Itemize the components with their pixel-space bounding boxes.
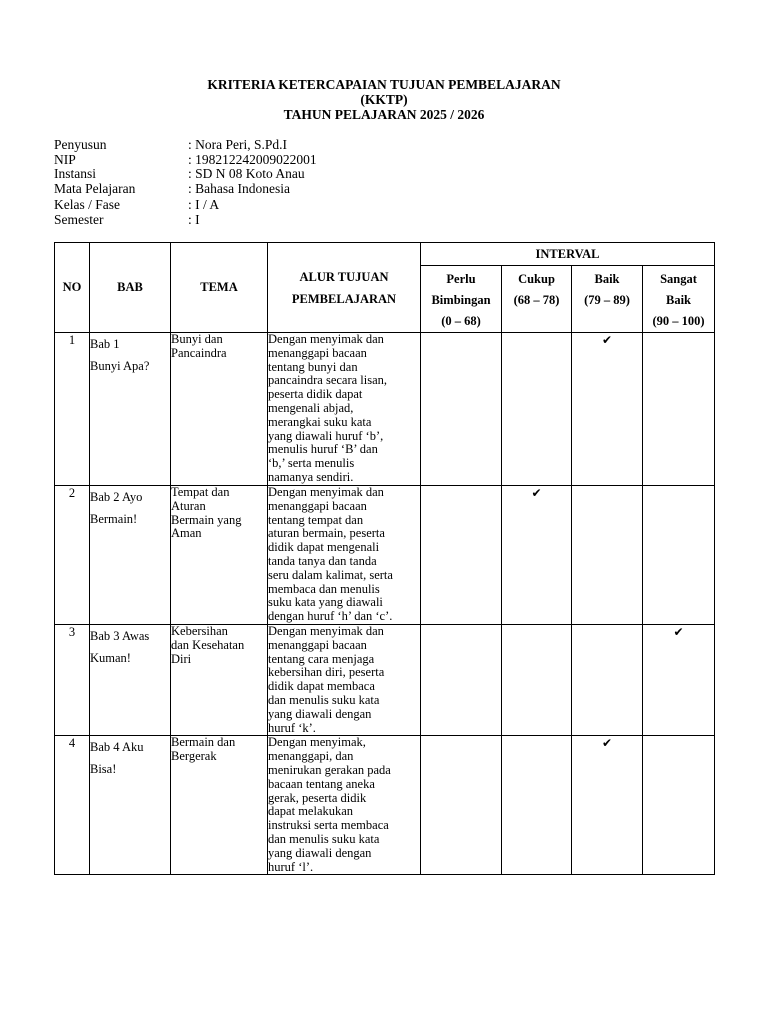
header-line: Baik: [665, 293, 691, 307]
header-sangat-baik: [643, 266, 715, 333]
cell-no: 2: [55, 486, 90, 625]
document-subtitle: (KKTP): [360, 92, 408, 107]
tema-line: Aman: [171, 526, 202, 541]
bab-line: Bermain!: [90, 512, 138, 526]
kktp-table-body: [55, 333, 715, 875]
header-no: NO: [55, 243, 90, 333]
alur-line: gerak, peserta didik: [268, 790, 367, 805]
header-line: Baik: [594, 272, 620, 286]
alur-line: aturan bermain, peserta: [268, 526, 385, 541]
cell-interval-cukup: [502, 625, 572, 736]
alur-line: tentang cara menjaga: [268, 651, 375, 666]
alur-line: peserta didik dapat: [268, 387, 363, 402]
cell-interval-sangat-baik: [643, 736, 715, 875]
cell-bab: [90, 736, 171, 875]
header-cukup: [502, 266, 572, 333]
info-label-instansi: Instansi: [54, 166, 96, 181]
bab-line: Bab 2 Ayo: [90, 490, 143, 504]
alur-line: ‘b,’ serta menulis: [268, 456, 355, 471]
tema-line: Bermain yang: [171, 512, 242, 527]
tema-line: Pancaindra: [171, 345, 227, 360]
info-value-mata-pelajaran: : Bahasa Indonesia: [188, 181, 290, 196]
alur-line: menanggapi bacaan: [268, 345, 367, 360]
alur-line: yang diawali dengan: [268, 706, 372, 721]
alur-line: tentang tempat dan: [268, 512, 364, 527]
alur-line: didik dapat membaca: [268, 679, 375, 694]
academic-year: TAHUN PELAJARAN 2025 / 2026: [283, 107, 485, 122]
tema-line: Bergerak: [171, 749, 217, 764]
alur-line: menanggapi, dan: [268, 749, 354, 764]
header-line: (68 – 78): [513, 293, 560, 307]
info-label-semester: Semester: [54, 212, 104, 227]
header-tema: TEMA: [171, 243, 268, 333]
checkmark-icon: ✔: [531, 486, 542, 500]
checkmark-icon: ✔: [673, 625, 684, 639]
info-value-semester: : I: [188, 212, 200, 227]
alur-line: dapat melakukan: [268, 804, 354, 819]
alur-line: bacaan tentang aneka: [268, 776, 375, 791]
alur-line: yang diawali huruf ‘b’,: [268, 428, 384, 443]
alur-line: merangkai suku kata: [268, 414, 372, 429]
info-value-penyusun: : Nora Peri, S.Pd.I: [188, 137, 287, 152]
cell-no: 4: [55, 736, 90, 875]
checkmark-icon: ✔: [601, 333, 613, 347]
header-perlu-bimbingan: [421, 266, 502, 333]
cell-interval-baik: [572, 486, 643, 625]
info-label-penyusun: Penyusun: [54, 137, 107, 152]
alur-line: Dengan menyimak dan: [268, 624, 384, 638]
header-line: Perlu: [446, 272, 476, 286]
checkmark-icon: ✔: [601, 736, 613, 751]
tema-line: Diri: [171, 651, 192, 666]
info-label-kelas-fase: Kelas / Fase: [54, 197, 120, 212]
header-line: Bimbingan: [431, 293, 491, 307]
alur-line: tanda tanya dan tanda: [268, 553, 377, 568]
header-interval: INTERVAL: [421, 243, 715, 266]
cell-interval-baik: [572, 625, 643, 736]
alur-line: seru dalam kalimat, serta: [268, 567, 393, 582]
cell-interval-sangat-baik: [643, 486, 715, 625]
cell-alur-tujuan-pembelajaran: [268, 486, 421, 625]
tema-line: Bermain dan: [171, 735, 236, 750]
cell-tema: [171, 625, 268, 736]
info-label-nip: NIP: [54, 152, 76, 167]
bab-line: Bisa!: [90, 762, 117, 777]
cell-interval-perlu-bimbingan: [421, 625, 502, 736]
alur-line: membaca dan menulis: [268, 581, 380, 596]
table-row: [55, 625, 715, 736]
alur-line: menulis huruf ‘B’ dan: [268, 442, 378, 457]
cell-no: 1: [55, 333, 90, 486]
header-alur-line1: ALUR TUJUAN: [299, 269, 389, 284]
alur-line: mengenali abjad,: [268, 400, 354, 415]
bab-line: Bab 4 Aku: [90, 740, 144, 755]
cell-no: 3: [55, 625, 90, 736]
alur-line: menirukan gerakan pada: [268, 762, 391, 777]
table-row: [55, 736, 715, 875]
info-value-kelas-fase: : I / A: [188, 197, 220, 212]
alur-line: suku kata yang diawali: [268, 595, 383, 610]
cell-tema: [171, 333, 268, 486]
header-alur-line2: PEMBELAJARAN: [291, 291, 397, 306]
header-baik: [572, 266, 643, 333]
info-value-instansi: : SD N 08 Koto Anau: [188, 166, 305, 181]
header-line: (0 – 68): [441, 314, 481, 328]
info-value-nip: : 198212242009022001: [188, 152, 317, 167]
bab-line: Bab 3 Awas: [90, 629, 150, 643]
cell-interval-sangat-baik: [643, 625, 715, 736]
info-label-mata-pelajaran: Mata Pelajaran: [54, 181, 136, 196]
cell-bab: [90, 486, 171, 625]
alur-line: namanya sendiri.: [268, 469, 354, 484]
header-bab: BAB: [90, 243, 171, 333]
cell-interval-cukup: [502, 333, 572, 486]
cell-tema: [171, 736, 268, 875]
alur-line: pancaindra secara lisan,: [268, 373, 388, 388]
cell-interval-sangat-baik: [643, 333, 715, 486]
header-line: Sangat: [660, 272, 697, 286]
alur-line: dengan huruf ‘h’ dan ‘c’.: [268, 609, 393, 624]
alur-line: instruksi serta membaca: [268, 818, 389, 833]
alur-line: didik dapat mengenali: [268, 540, 380, 555]
tema-line: Tempat dan: [171, 485, 230, 499]
alur-line: dan menulis suku kata: [268, 692, 380, 707]
tema-line: Bunyi dan: [171, 332, 223, 346]
alur-line: kebersihan diri, peserta: [268, 665, 385, 680]
header-line: (79 – 89): [584, 293, 630, 307]
cell-bab: [90, 333, 171, 486]
cell-interval-perlu-bimbingan: [421, 333, 502, 486]
bab-line: Bab 1: [90, 337, 120, 351]
alur-line: tentang bunyi dan: [268, 359, 358, 374]
alur-line: Dengan menyimak dan: [268, 332, 384, 346]
cell-interval-perlu-bimbingan: [421, 486, 502, 625]
table-row: [55, 333, 715, 486]
alur-line: Dengan menyimak dan: [268, 485, 384, 499]
tema-line: dan Kesehatan: [171, 637, 245, 652]
alur-line: menanggapi bacaan: [268, 637, 367, 652]
tema-line: Kebersihan: [171, 624, 228, 638]
header-alur-tujuan-pembelajaran: [268, 243, 421, 333]
bab-line: Kuman!: [90, 651, 131, 665]
alur-line: Dengan menyimak,: [268, 735, 366, 750]
document-title: KRITERIA KETERCAPAIAN TUJUAN PEMBELAJARAN: [207, 77, 561, 92]
alur-line: dan menulis suku kata: [268, 831, 380, 846]
alur-line: menanggapi bacaan: [268, 498, 367, 513]
cell-bab: [90, 625, 171, 736]
cell-interval-cukup: [502, 486, 572, 625]
cell-interval-baik: [572, 736, 643, 875]
tema-line: Aturan: [171, 498, 206, 513]
cell-alur-tujuan-pembelajaran: [268, 333, 421, 486]
header-line: (90 – 100): [652, 314, 705, 328]
cell-interval-cukup: [502, 736, 572, 875]
table-row: [55, 486, 715, 625]
alur-line: huruf ‘k’.: [268, 720, 316, 735]
bab-line: Bunyi Apa?: [90, 359, 150, 373]
header-line: Cukup: [518, 272, 555, 286]
cell-interval-perlu-bimbingan: [421, 736, 502, 875]
cell-interval-baik: [572, 333, 643, 486]
alur-line: huruf ‘l’.: [268, 859, 314, 874]
cell-alur-tujuan-pembelajaran: [268, 736, 421, 875]
cell-tema: [171, 486, 268, 625]
cell-alur-tujuan-pembelajaran: [268, 625, 421, 736]
alur-line: yang diawali dengan: [268, 845, 372, 860]
kktp-table: [54, 242, 715, 875]
